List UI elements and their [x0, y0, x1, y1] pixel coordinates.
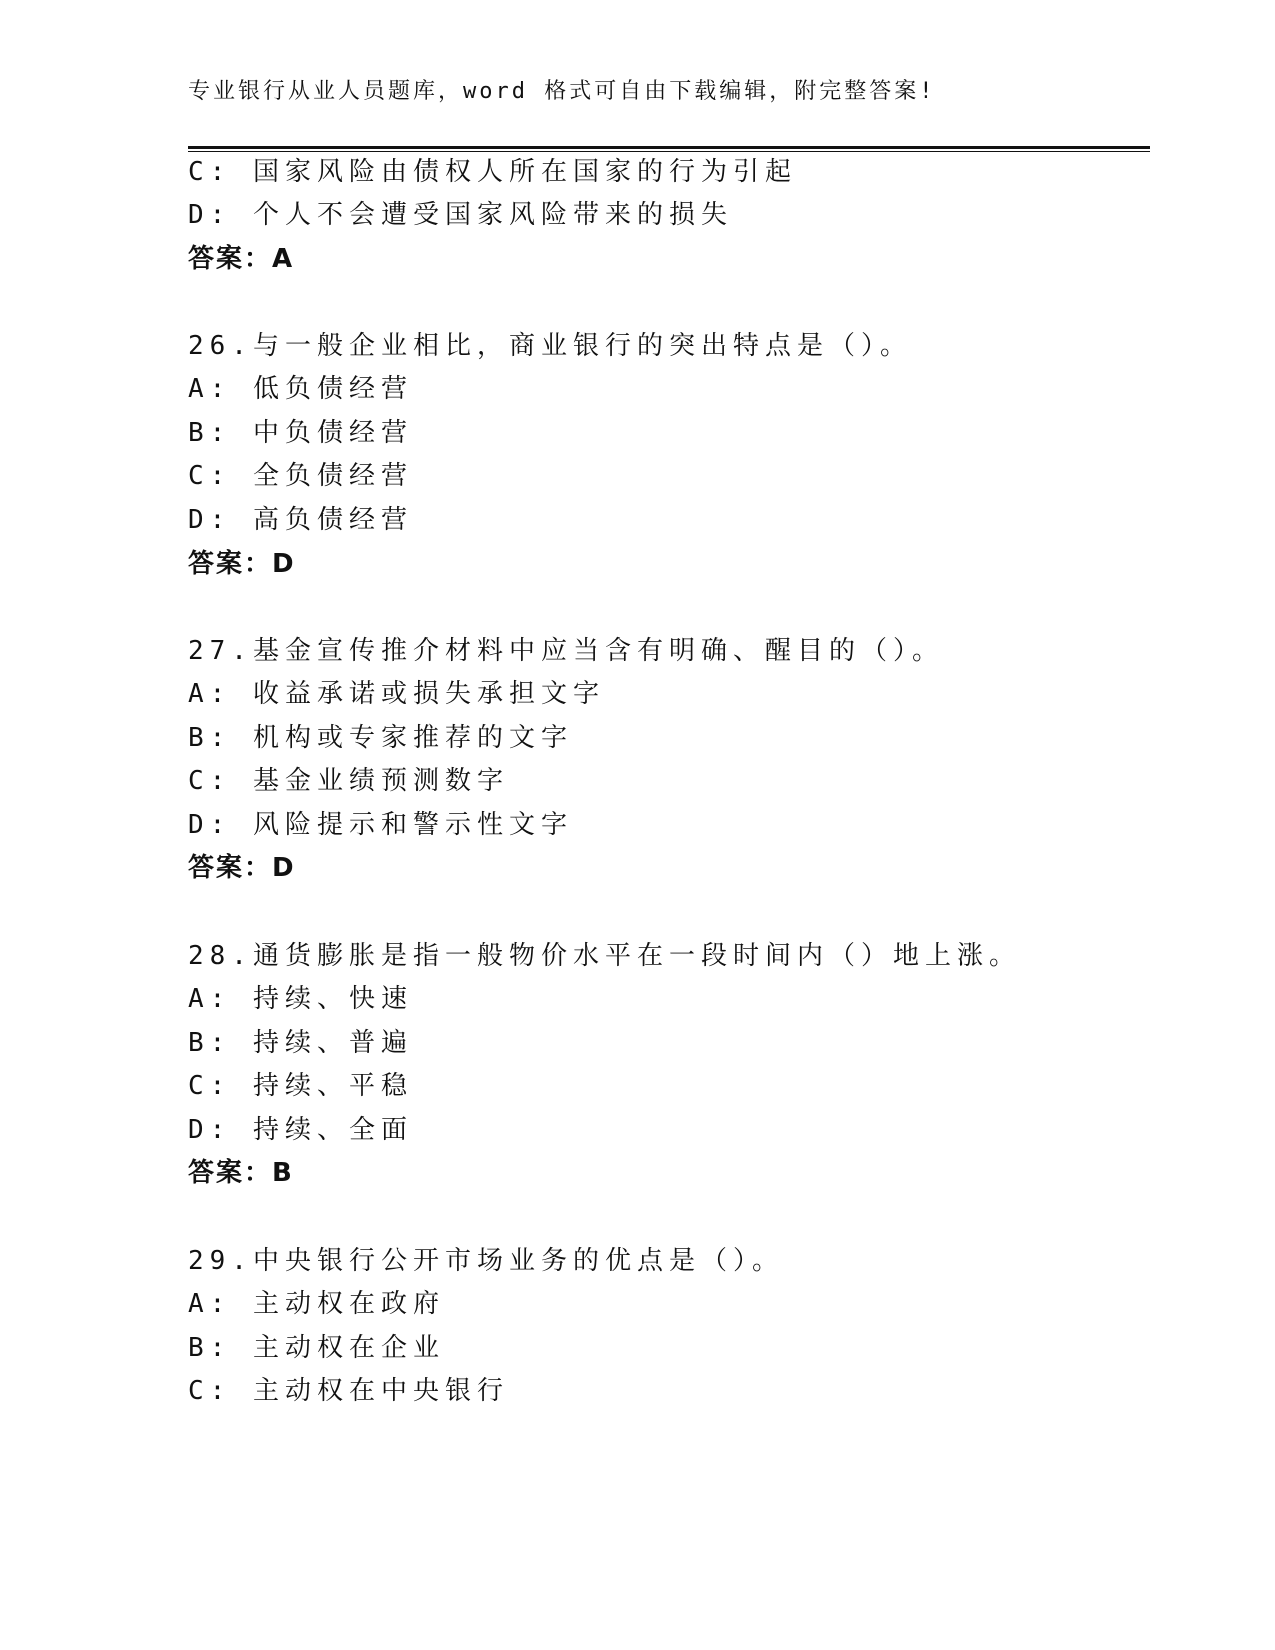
question-stem: 27.基金宣传推介材料中应当含有明确、醒目的（）。 [188, 636, 944, 666]
question-stem: 29.中央银行公开市场业务的优点是（）。 [188, 1246, 784, 1276]
answer: 答案：B [188, 1158, 294, 1188]
option-a: A: 持续、快速 [188, 984, 413, 1014]
option-d: D: 个人不会遭受国家风险带来的损失 [188, 200, 733, 230]
option-c: C: 主动权在中央银行 [188, 1376, 509, 1406]
answer: 答案：A [188, 244, 295, 274]
option-c: C: 国家风险由债权人所在国家的行为引起 [188, 157, 797, 187]
option-d: D: 持续、全面 [188, 1115, 413, 1145]
option-d: D: 风险提示和警示性文字 [188, 810, 573, 840]
option-b: B: 机构或专家推荐的文字 [188, 723, 573, 753]
answer: 答案：D [188, 549, 296, 579]
option-c: C: 持续、平稳 [188, 1071, 413, 1101]
option-b: B: 主动权在企业 [188, 1333, 445, 1363]
page-header: 专业银行从业人员题库，word 格式可自由下载编辑，附完整答案! [188, 79, 936, 104]
option-d: D: 高负债经营 [188, 505, 413, 535]
answer: 答案：D [188, 853, 296, 883]
option-a: A: 收益承诺或损失承担文字 [188, 679, 605, 709]
question-stem: 28.通货膨胀是指一般物价水平在一段时间内（）地上涨。 [188, 941, 1021, 971]
option-b: B: 持续、普遍 [188, 1028, 413, 1058]
question-stem: 26.与一般企业相比，商业银行的突出特点是（）。 [188, 331, 912, 361]
option-a: A: 低负债经营 [188, 374, 413, 404]
option-c: C: 基金业绩预测数字 [188, 766, 509, 796]
header-rule [188, 146, 1150, 152]
option-c: C: 全负债经营 [188, 461, 413, 491]
option-b: B: 中负债经营 [188, 418, 413, 448]
option-a: A: 主动权在政府 [188, 1289, 445, 1319]
